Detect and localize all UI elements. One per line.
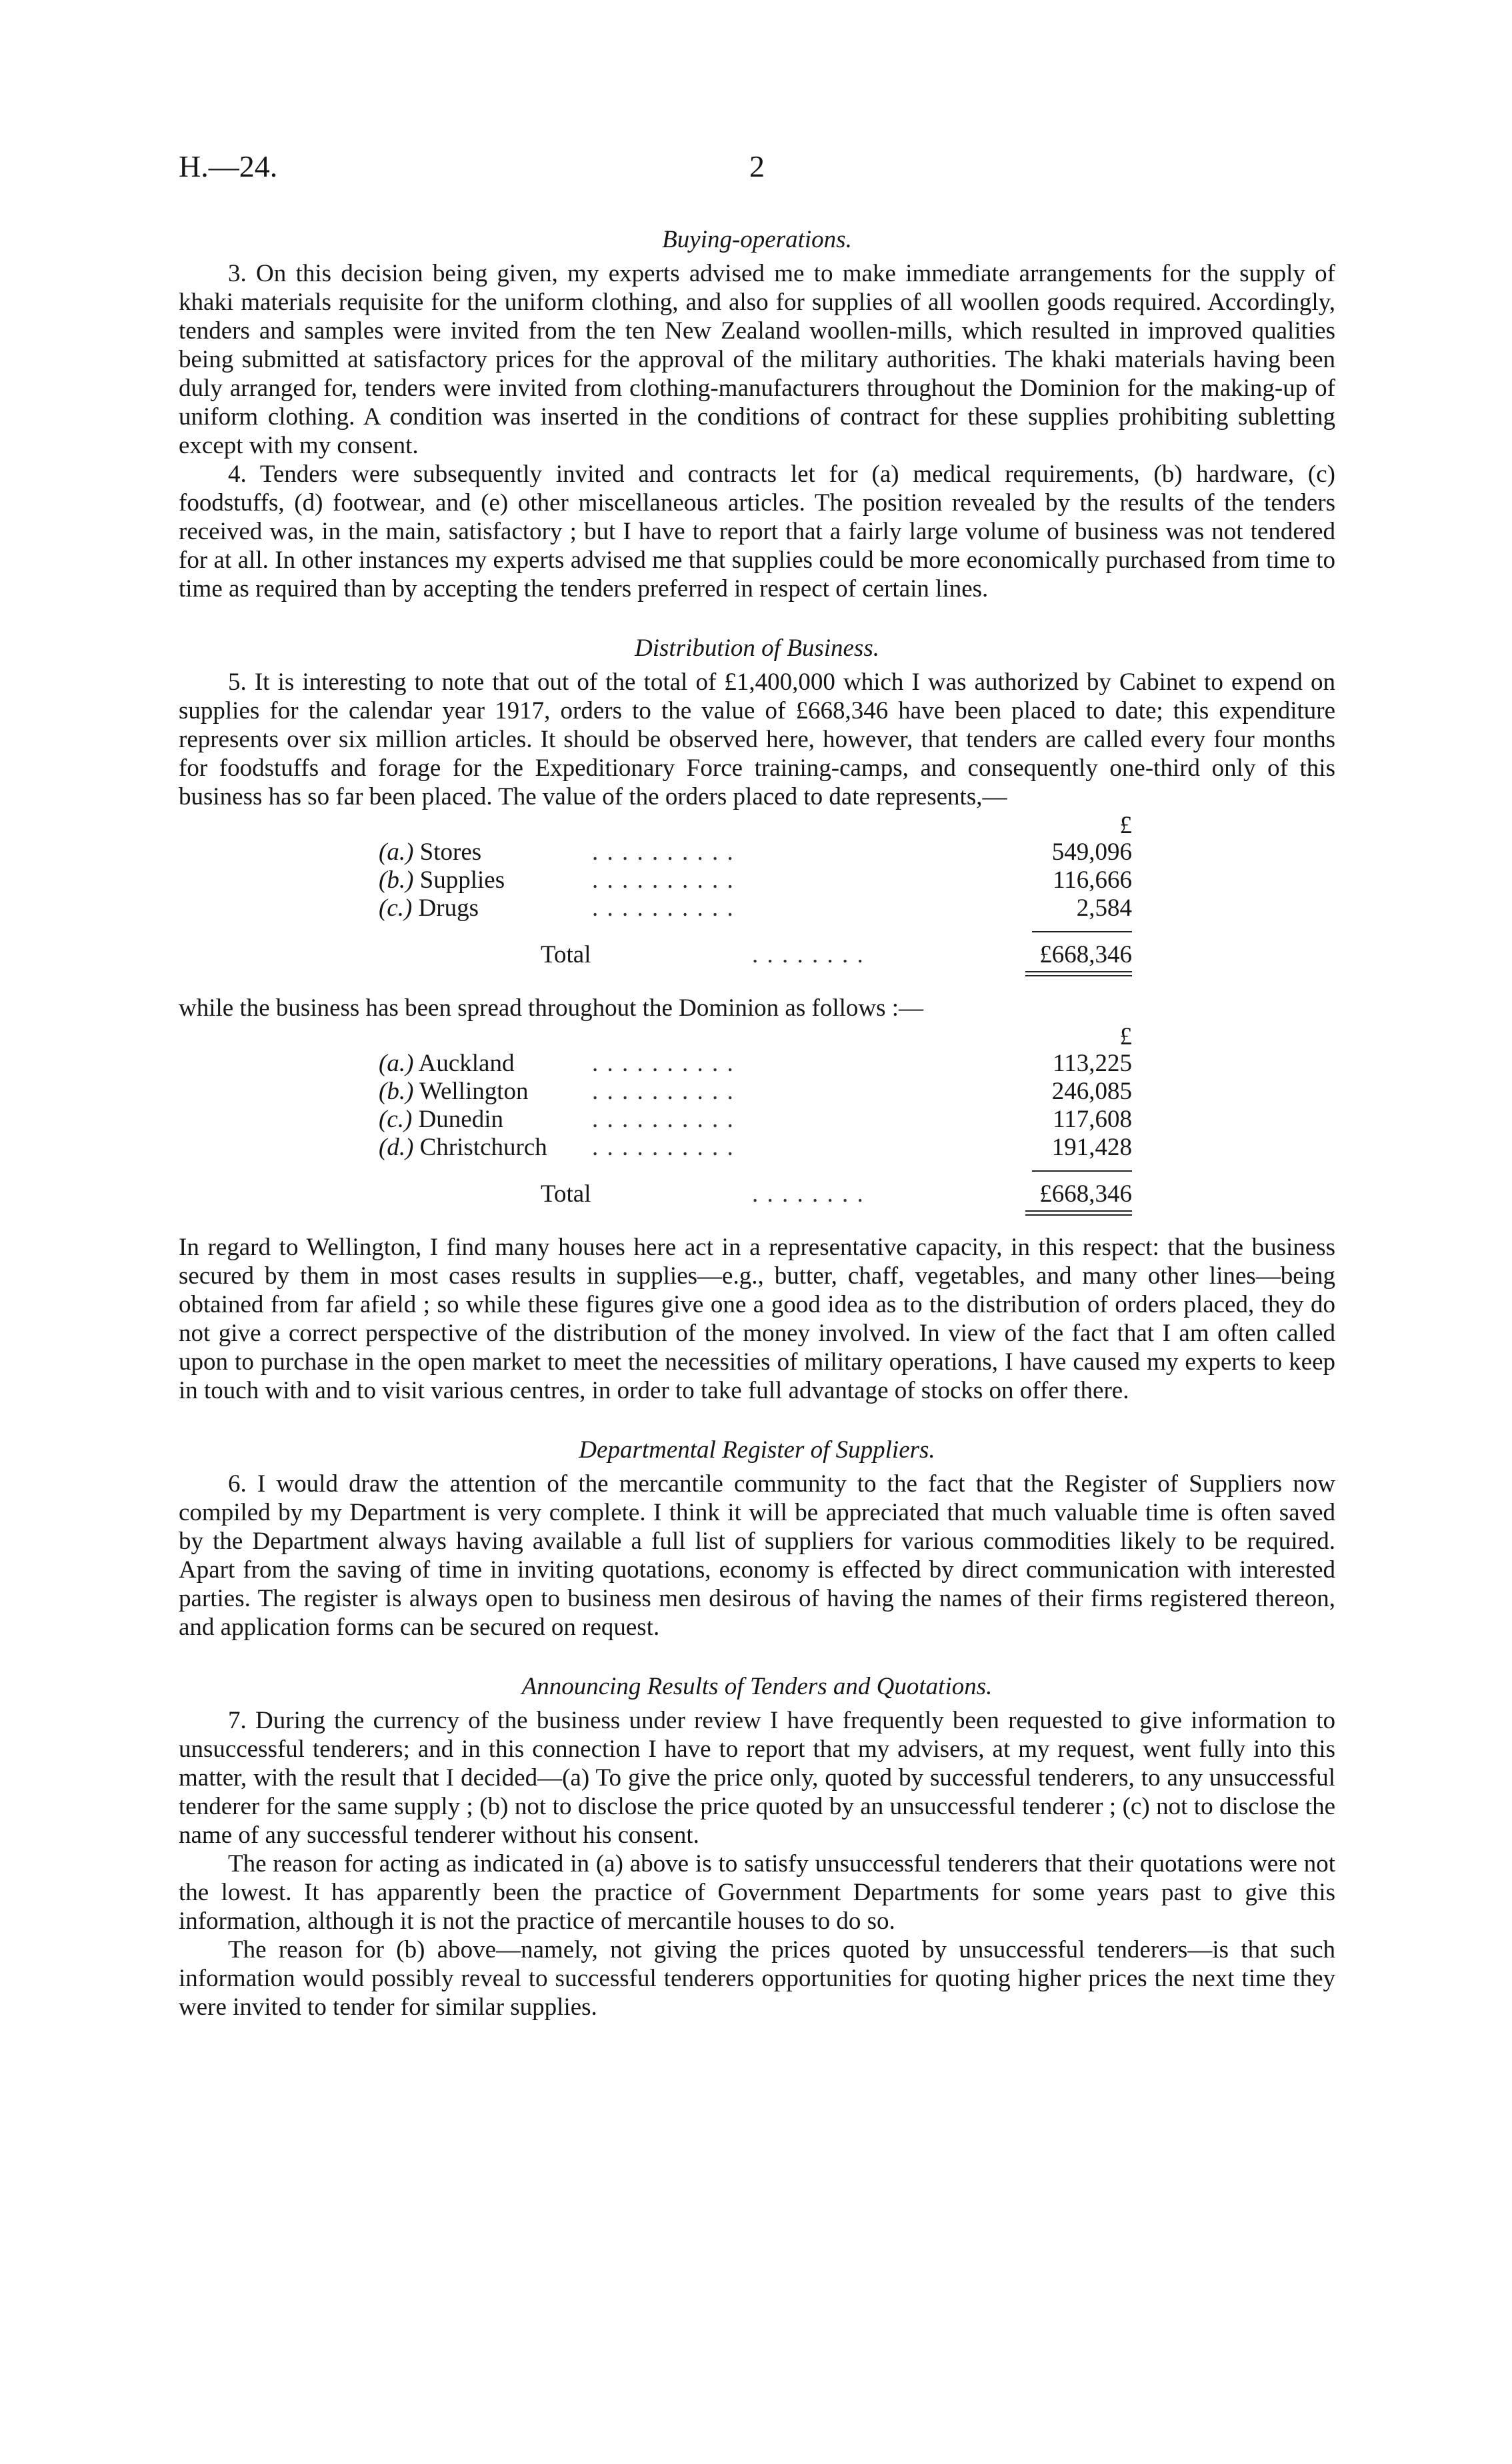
leader-dots: . . . . . . . . bbox=[752, 1180, 865, 1208]
double-rule bbox=[1025, 1210, 1132, 1216]
table-row bbox=[379, 838, 1132, 866]
page-number: 2 bbox=[749, 149, 765, 183]
double-rule bbox=[1025, 971, 1132, 976]
section-heading-buying: Buying-operations. bbox=[662, 226, 852, 253]
table-row bbox=[379, 1049, 1132, 1077]
table-row bbox=[379, 1133, 1132, 1161]
paragraph-6: 6. I would draw the attention of the mercantile community to the fact that the Register of Suppliers now compiled by my Department is very complete. I think it will be appreciated that much valuable time is often saved by the Department always having available a full list of suppliers for various commodities likely to be required. Apart from the saving of time in inviting quotations, economy is effected by direct communication with interested parties. The register is always open to business men desirous of having the names of their firms registered thereon, and application forms can be secured on request. bbox=[179, 1470, 1335, 1641]
table-total-row bbox=[379, 1180, 1132, 1217]
total-amount: £668,346 bbox=[1039, 1180, 1132, 1208]
row-amount: 191,428 bbox=[1051, 1134, 1132, 1161]
table-row bbox=[379, 1105, 1132, 1133]
table-total-row bbox=[379, 940, 1132, 978]
leader-dots: . . . . . . . . . . bbox=[592, 1106, 735, 1133]
spacer bbox=[179, 1642, 1335, 1672]
row-label: (b.) Supplies bbox=[379, 866, 505, 894]
sum-rule bbox=[1032, 1170, 1132, 1172]
row-amount: 246,085 bbox=[1051, 1078, 1132, 1105]
row-label: (c.) Dunedin bbox=[379, 1106, 504, 1133]
paragraph-7b: The reason for (b) above—namely, not giving the prices quoted by unsuccessful tenderers—is that such information would possibly reveal to successful tenderers opportunities for quoting higher prices the next time they were invited to tender for similar supplies. bbox=[179, 1936, 1335, 2021]
section-heading-register: Departmental Register of Suppliers. bbox=[579, 1436, 935, 1464]
sum-rule bbox=[1032, 931, 1132, 932]
section-heading-announcing: Announcing Results of Tenders and Quotations. bbox=[521, 1673, 993, 1700]
page-header bbox=[179, 149, 1335, 192]
bridge-sentence: while the business has been spread throughout the Dominion as follows :— bbox=[179, 994, 924, 1022]
document-body bbox=[179, 225, 1335, 2021]
paragraph-wellington: In regard to Wellington, I find many houses here act in a representative capacity, in this respect: that the business secured by them in most cases results in supplies—e.g., butter, chaff, vegetables, and many other lines—being obtained from far afield ; so while these figures give one a good idea as to the distribution of orders placed, they do not give a correct perspective of the distribution of the money involved. In view of the fact that I am often called upon to purchase in the open market to meet the necessities of military operations, I have caused my experts to keep in touch with and to visit various centres, in order to take full advantage of stocks on offer there. bbox=[179, 1234, 1335, 1404]
row-amount: 116,666 bbox=[1053, 866, 1132, 894]
paragraph-5: 5. It is interesting to note that out of the total of £1,400,000 which I was authorized by Cabinet to expend on supplies for the calendar year 1917, orders to the value of £668,346 have been placed to date; this expenditure represents over six million articles. It should be observed here, however, that tenders are called every four months for foodstuffs and forage for the Expeditionary Force training-camps, and consequently one-third only of this business has so far been placed. The value of the orders placed to date represents,— bbox=[179, 668, 1335, 810]
orders-table bbox=[379, 811, 1132, 978]
currency-label: £ bbox=[1119, 812, 1132, 839]
paragraph-3: 3. On this decision being given, my experts advised me to make immediate arrangements for the supply of khaki materials requisite for the uniform clothing, and also for supplies of all woollen goods required. Accordingly, tenders and samples were invited from the ten New Zealand woollen-mills, which resulted in improved qualities being submitted at satisfactory prices for the approval of the military authorities. The khaki materials having been duly arranged for, tenders were invited from clothing-manufacturers throughout the Dominion for the making-up of uniform clothing. A condition was inserted in the conditions of contract for these supplies prohibiting subletting except with my consent. bbox=[179, 260, 1335, 459]
leader-dots: . . . . . . . . . . bbox=[592, 838, 735, 866]
table-row bbox=[379, 866, 1132, 894]
leader-dots: . . . . . . . . . . bbox=[592, 1134, 735, 1161]
leader-dots: . . . . . . . . bbox=[752, 941, 865, 968]
leader-dots: . . . . . . . . . . bbox=[592, 1050, 735, 1077]
row-amount: 117,608 bbox=[1053, 1106, 1132, 1133]
total-label: Total bbox=[541, 941, 591, 968]
currency-label: £ bbox=[1119, 1023, 1132, 1050]
total-amount: £668,346 bbox=[1039, 941, 1132, 968]
paragraph-7: 7. During the currency of the business under review I have frequently been requested to give information to unsuccessful tenderers; and in this connection I have to report that my advisers, at my request, went fully into this matter, with the result that I decided—(a) To give the price only, quoted by successful tenderers, to any unsuccessful tenderer for the same supply ; (b) not to disclose the price quoted by an unsuccessful tenderer ; (c) not to disclose the name of any successful tenderer without his consent. bbox=[179, 1707, 1335, 1849]
spacer bbox=[179, 1405, 1335, 1436]
paragraph-4: 4. Tenders were subsequently invited and contracts let for (a) medical requirements, (b) hardware, (c) foodstuffs, (d) footwear, and (e) other miscellaneous articles. The position revealed by the results of the tenders received was, in the main, satisfactory ; but I have to report that a fairly large volume of business was not tendered for at all. In other instances my experts advised me that supplies could be more economically purchased from time to time as required than by accepting the tenders preferred in respect of certain lines. bbox=[179, 461, 1335, 603]
row-label: (d.) Christchurch bbox=[379, 1134, 547, 1161]
leader-dots: . . . . . . . . . . bbox=[592, 866, 735, 894]
total-label: Total bbox=[541, 1180, 591, 1208]
row-label: (c.) Drugs bbox=[379, 894, 479, 922]
paragraph-7a: The reason for acting as indicated in (a) above is to satisfy unsuccessful tenderers that their quotations were not the lowest. It has apparently been the practice of Government Departments for some years past to give this information, although it is not the practice of mercantile houses to do so. bbox=[179, 1850, 1335, 1935]
row-label: (a.) Stores bbox=[379, 838, 482, 866]
spacer bbox=[179, 978, 1335, 994]
document-reference: H.—24. bbox=[179, 149, 278, 183]
row-label: (b.) Wellington bbox=[379, 1078, 529, 1105]
row-amount: 113,225 bbox=[1053, 1050, 1132, 1077]
row-label: (a.) Auckland bbox=[379, 1050, 515, 1077]
regions-table bbox=[379, 1022, 1132, 1217]
table-row bbox=[379, 894, 1132, 922]
leader-dots: . . . . . . . . . . bbox=[592, 894, 735, 922]
row-amount: 2,584 bbox=[1076, 894, 1132, 922]
table-row bbox=[379, 1077, 1132, 1105]
row-amount: 549,096 bbox=[1051, 838, 1132, 866]
leader-dots: . . . . . . . . . . bbox=[592, 1078, 735, 1105]
spacer bbox=[179, 1217, 1335, 1233]
section-heading-distribution: Distribution of Business. bbox=[635, 634, 879, 662]
spacer bbox=[179, 603, 1335, 634]
